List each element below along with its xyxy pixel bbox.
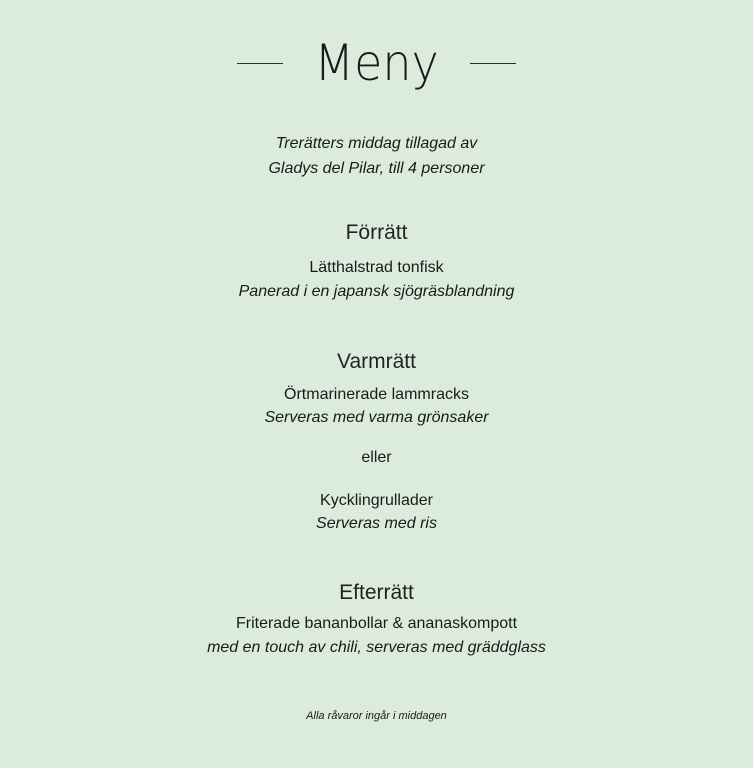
dessert-description: med en touch av chili, serveras med gräddglass	[207, 639, 546, 656]
starter-description: Panerad i en japansk sjögräsblandning	[238, 283, 515, 300]
main-heading: Varmrätt	[337, 350, 416, 373]
main-description-2: Serveras med ris	[316, 515, 437, 532]
main-dish-1: Örtmarinerade lammracks	[284, 386, 469, 403]
title-rule-right	[470, 63, 516, 64]
main-separator: eller	[361, 449, 392, 466]
main-description-1: Serveras med varma grönsaker	[264, 409, 489, 426]
menu-title: Meny	[314, 34, 439, 92]
intro-line-1: Trerätters middag tillagad av	[275, 135, 478, 152]
dessert-dish: Friterade bananbollar & ananaskompott	[235, 615, 518, 632]
footer-note: Alla råvaror ingår i middagen	[306, 710, 447, 722]
intro-line-2: Gladys del Pilar, till 4 personer	[268, 160, 485, 177]
starter-dish: Lätthalstrad tonfisk	[309, 259, 444, 276]
title-rule-left	[237, 63, 283, 64]
main-dish-2: Kycklingrullader	[320, 492, 433, 509]
starter-heading: Förrätt	[345, 221, 408, 244]
title-row	[0, 30, 753, 96]
dessert-heading: Efterrätt	[339, 581, 414, 604]
